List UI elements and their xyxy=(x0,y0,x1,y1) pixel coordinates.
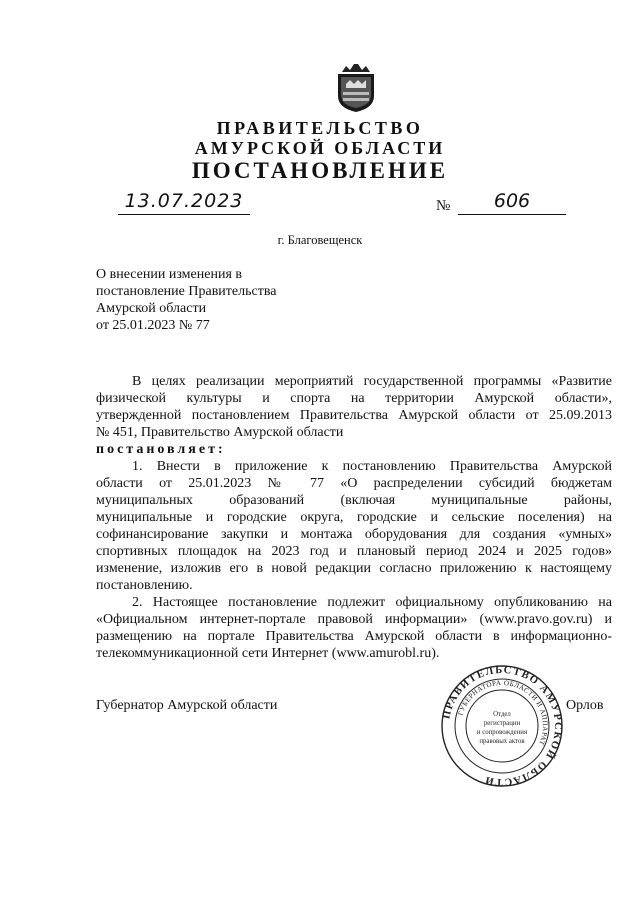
subject-line: постановление Правительства xyxy=(96,284,277,299)
body-line: 2. Настоящее постановление подлежит официальному опубликованию на xyxy=(132,595,612,610)
paragraph-preamble xyxy=(96,373,612,441)
body-line: 1. Внести в приложение к постановлению Правительства Амурской xyxy=(132,459,612,474)
body-line: телекоммуникационной сети Интернет (www.amurobl.ru). xyxy=(96,646,440,661)
number-label: № xyxy=(436,198,451,214)
body-line: № 451, Правительство Амурской области xyxy=(96,425,344,440)
document-subject xyxy=(96,266,276,334)
decree-word: постановляет: xyxy=(96,442,226,457)
body-line: спортивных площадок на 2023 год и плановый период 2024 и 2025 годов» xyxy=(96,544,612,559)
stamp-middle-text: ГУБЕРНАТОРА ОБЛАСТИ И АППАРАТ xyxy=(456,678,550,747)
body-line: размещению на портале Правительства Амурской области в информационно- xyxy=(96,629,612,644)
stamp-center-line: регистрации xyxy=(483,720,521,727)
paragraph-item-1 xyxy=(96,458,612,594)
body-line: муниципальные и городские округа, городские и сельские поселения) на xyxy=(96,510,612,525)
body-line: области от 25.01.2023 № 77 «О распределении субсидий бюджетам xyxy=(96,476,612,491)
document-date: 13.07.2023 xyxy=(118,190,250,215)
body-line: В целях реализации мероприятий государственной программы «Развитие xyxy=(132,374,612,389)
signatory-name: Орлов xyxy=(566,698,604,713)
document-type: ПОСТАНОВЛЕНИЕ xyxy=(191,158,449,183)
subject-line: Амурской области xyxy=(96,301,207,316)
stamp-center-line: правовых актов xyxy=(479,738,525,745)
body-line: «Официальном интернет-портале правовой информации» (www.pravo.gov.ru) и xyxy=(96,612,612,627)
stamp-center-line: Отдел xyxy=(493,711,511,718)
organization-name-line2: АМУРСКОЙ ОБЛАСТИ xyxy=(194,138,446,158)
body-line: изменение, изложив его в новой редакции согласно приложению к настоящему xyxy=(96,561,612,576)
document-body xyxy=(96,373,612,662)
body-line: постановлению. xyxy=(96,578,193,593)
body-line: утвержденной постановлением Правительства Амурской области от 25.09.2013 xyxy=(96,408,612,423)
stamp-outer-text: ПРАВИТЕЛЬСТВО АМУРСКОЙ ОБЛАСТИ xyxy=(441,664,564,788)
city: г. Благовещенск xyxy=(277,233,363,247)
body-line: муниципальных образований (включая муниципальные районы, xyxy=(96,493,612,508)
body-line: физической культуры и спорта на территории Амурской области», xyxy=(96,391,612,406)
paragraph-item-2 xyxy=(96,594,612,662)
stamp-center-line: и сопровождения xyxy=(476,729,528,736)
organization-name-line1: ПРАВИТЕЛЬСТВО xyxy=(216,118,424,138)
body-line: софинансирование закупки и монтажа оборудования для создания «умных» xyxy=(96,527,612,542)
official-stamp xyxy=(440,664,564,788)
signatory-position: Губернатор Амурской области xyxy=(96,698,278,713)
document-number: 606 xyxy=(458,190,566,215)
subject-line: О внесении изменения в xyxy=(96,267,242,282)
coat-of-arms-icon xyxy=(332,62,380,114)
subject-line: от 25.01.2023 № 77 xyxy=(96,318,210,333)
